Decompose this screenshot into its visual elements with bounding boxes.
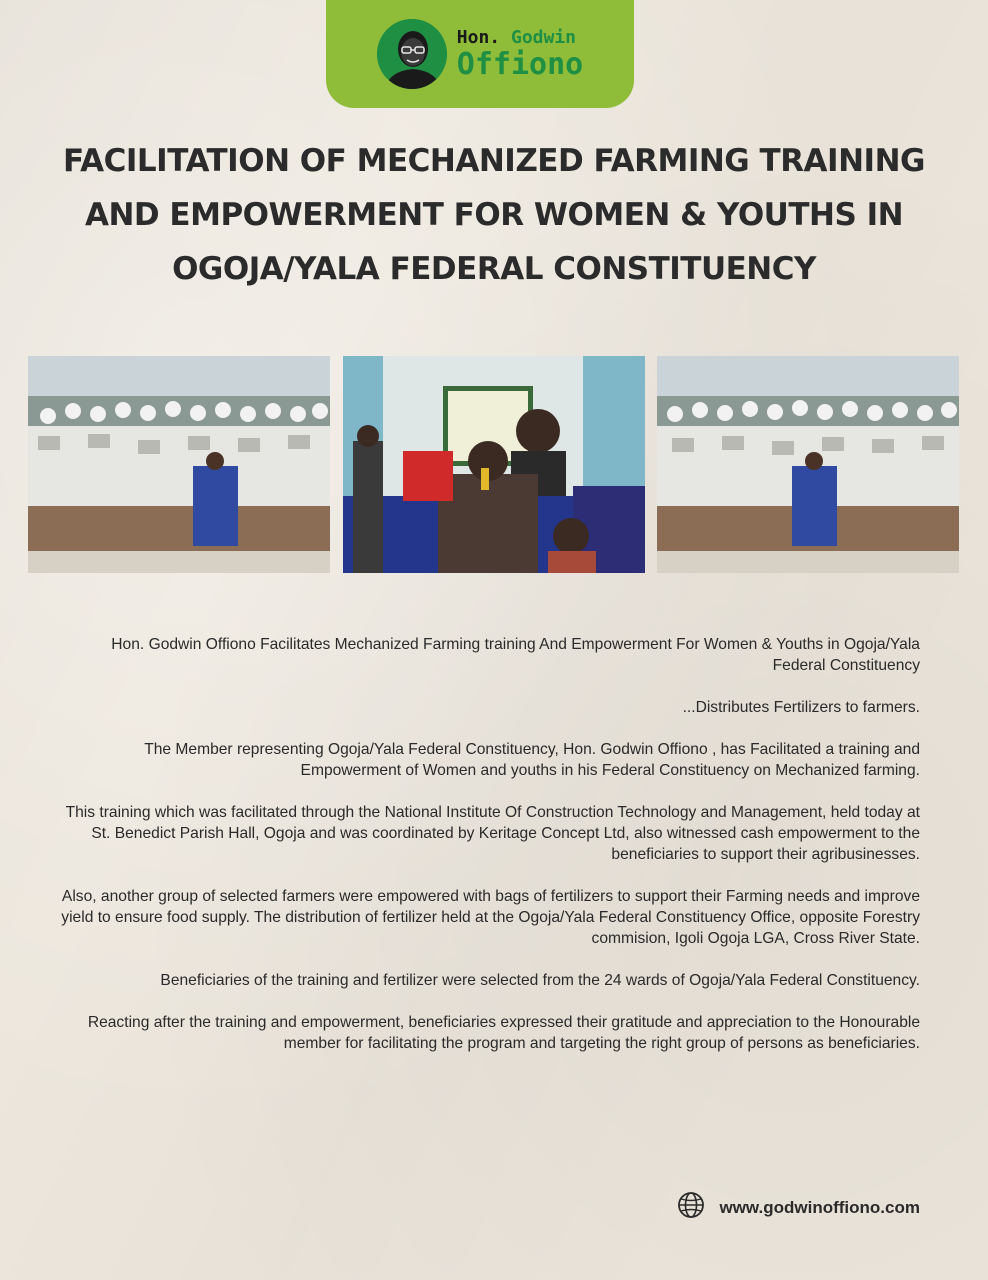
logo-prefix: Hon.	[456, 26, 501, 48]
paragraph: The Member representing Ogoja/Yala Federal Constituency, Hon. Godwin Offiono , has Facilitated a training and Empowerment of Women and youths in his Federal Constituency on Mechanized farming.	[144, 741, 920, 779]
logo-surname: Offiono	[456, 46, 584, 82]
photo-speaker	[343, 356, 645, 573]
portrait-logo-icon	[377, 19, 447, 89]
paragraph: Also, another group of selected farmers were empowered with bags of fertilizers to support their Farming needs and improve yield to ensure food supply. The distribution of fertilizer held at the Ogoja/Yala Federal Constituency Office, opposite Forestry commision, Igoli Ogoja LGA, Cross River State.	[61, 888, 920, 947]
page-title: FACILITATION OF MECHANIZED FARMING TRAINING AND EMPOWERMENT FOR WOMEN & YOUTHS IN OGOJA/YALA FEDERAL CONSTITUENCY	[63, 143, 925, 287]
photo-group-right	[657, 356, 959, 573]
globe-icon	[677, 1191, 705, 1224]
logo-first-name: Godwin	[510, 26, 577, 48]
paragraph: Beneficiaries of the training and fertilizer were selected from the 24 wards of Ogoja/Yala Federal Constituency.	[160, 972, 920, 989]
logo-badge	[326, 0, 634, 108]
footer	[677, 1191, 920, 1224]
website-link[interactable]: www.godwinoffiono.com	[719, 1197, 920, 1217]
paragraph: ...Distributes Fertilizers to farmers.	[682, 699, 920, 716]
paragraph: Reacting after the training and empowerment, beneficiaries expressed their gratitude and appreciation to the Honourable member for facilitating the program and targeting the right group of persons as beneficiaries.	[87, 1014, 920, 1052]
paragraph: This training which was facilitated through the National Institute Of Construction Technology and Management, held today at St. Benedict Parish Hall, Ogoja and was coordinated by Keritage Concept Ltd, also witnessed cash empowerment to the beneficiaries to support their agribusinesses.	[65, 804, 920, 863]
paragraph: Hon. Godwin Offiono Facilitates Mechanized Farming training And Empowerment For Women & Youths in Ogoja/Yala Federal Constituency	[111, 636, 920, 674]
photo-group-left	[28, 356, 330, 573]
logo-wordmark	[456, 26, 584, 82]
article-body	[58, 634, 920, 1075]
